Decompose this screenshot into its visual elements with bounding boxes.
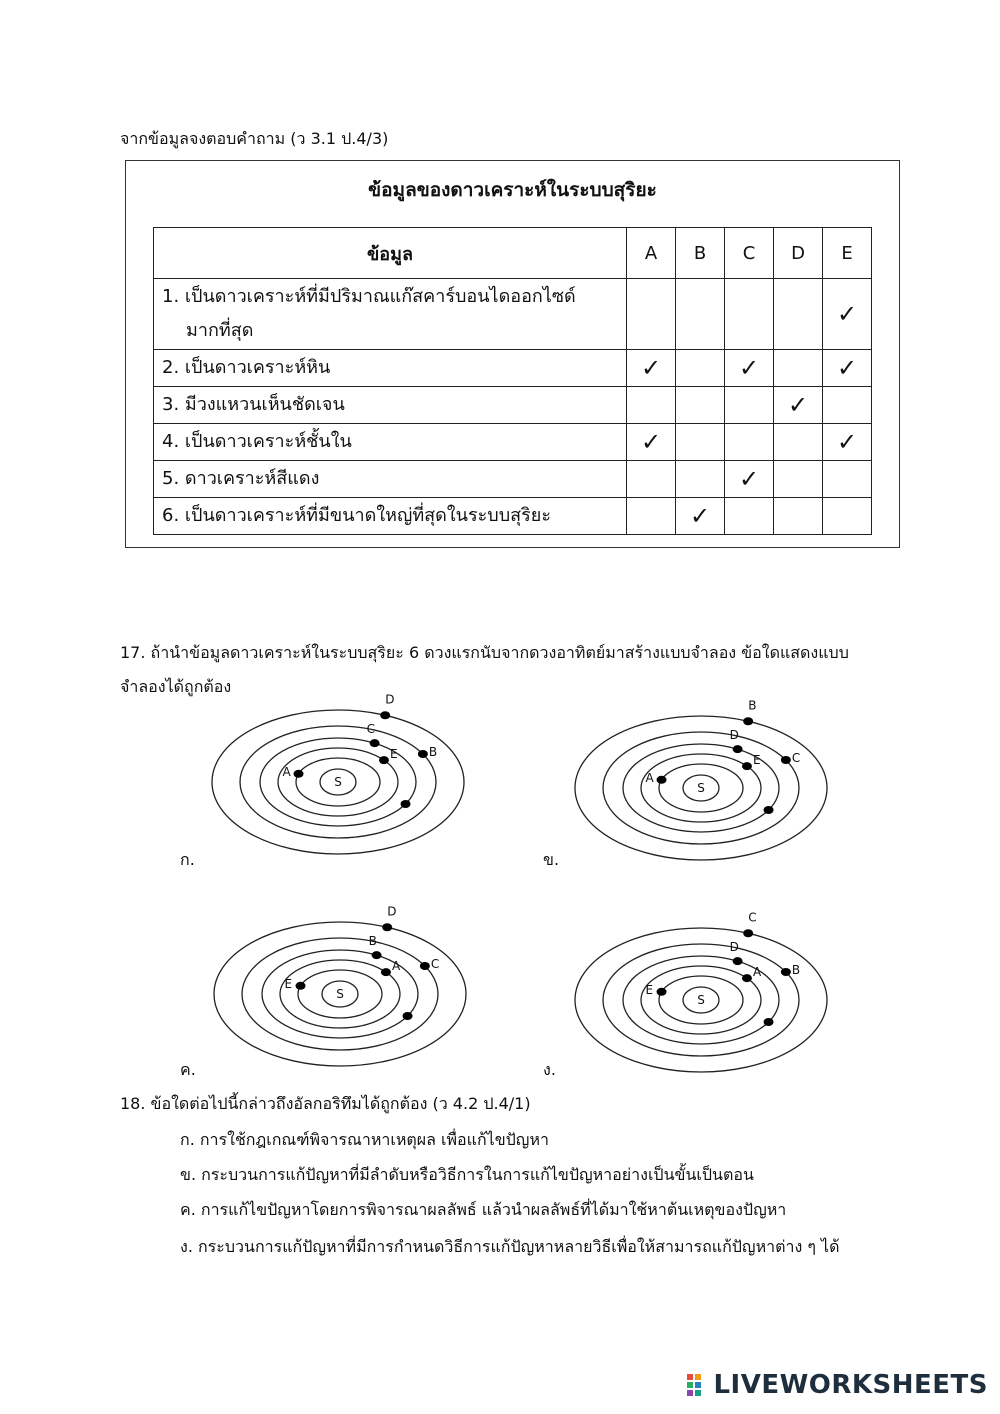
planet-label: C (430, 957, 440, 971)
row-text: 5. ดาวเคราะห์สีแดง (162, 468, 320, 489)
orbit-diagram-4[interactable] (568, 910, 828, 1078)
planet-dot (372, 951, 382, 959)
check-cell-e (823, 461, 872, 498)
planet-dot (379, 756, 389, 764)
planet-dot (742, 762, 752, 770)
orbit-diagram-1[interactable] (205, 692, 465, 860)
check-cell-e (823, 424, 872, 461)
q18-option-2[interactable]: ข. กระบวนการแก้ปัญหาที่มีลำดับหรือวิธีการในการแก้ไขปัญหาอย่างเป็นขั้นเป็นตอน (180, 1165, 754, 1184)
check-icon: ✓ (738, 354, 760, 382)
check-icon: ✓ (689, 502, 711, 530)
planet-label: E (389, 747, 398, 762)
check-cell-d (774, 350, 823, 387)
planet-dot (733, 957, 743, 965)
table-title: ข้อมูลของดาวเคราะห์ในระบบสุริยะ (368, 179, 657, 201)
row-text: 2. เป็นดาวเคราะห์หิน (162, 357, 331, 378)
check-cell-d (774, 387, 823, 424)
planet-dot (294, 770, 304, 778)
planet-info-box (125, 160, 900, 548)
planet-dot (657, 988, 667, 996)
planet-label: D (729, 728, 739, 743)
question-17: 17. ถ้านำข้อมูลดาวเคราะห์ในระบบสุริยะ 6 ดวงแรกนับจากดวงอาทิตย์มาสร้างแบบจำลอง ข้อใดแสดงแบบจำลองได้ถูกต้อง (120, 643, 849, 696)
check-cell-c (725, 461, 774, 498)
header-b: B (676, 228, 725, 279)
planet-dot (370, 739, 380, 747)
brand-logo (687, 1370, 988, 1400)
check-cell-a (627, 387, 676, 424)
check-cell-b (676, 279, 725, 350)
q18-option-4[interactable]: ง. กระบวนการแก้ปัญหาที่มีการกำหนดวิธีการแก้ปัญหาหลายวิธีเพื่อให้สามารถแก้ปัญหาต่าง ๆ ได้ (180, 1237, 840, 1256)
planet-label: E (752, 753, 761, 768)
header-info: ข้อมูล (154, 228, 627, 279)
check-cell-b (676, 387, 725, 424)
choice-label-4[interactable]: ง. (543, 1060, 556, 1079)
row-info (154, 498, 627, 535)
row-info (154, 279, 627, 350)
row-info (154, 424, 627, 461)
header-c: C (725, 228, 774, 279)
header-d: D (774, 228, 823, 279)
header-a: A (627, 228, 676, 279)
planet-label: A (752, 965, 762, 980)
planet-label: B (748, 698, 757, 713)
check-cell-e (823, 350, 872, 387)
planet-dot (764, 806, 774, 814)
check-cell-c (725, 498, 774, 535)
planet-dot (742, 974, 752, 982)
check-cell-e (823, 498, 872, 535)
check-cell-d (774, 498, 823, 535)
planet-dot (781, 968, 791, 976)
planet-label: D (729, 940, 739, 955)
check-icon: ✓ (738, 465, 760, 493)
planet-label: A (282, 764, 291, 779)
row-text-continued: มากที่สุด (186, 320, 254, 341)
check-cell-d (774, 461, 823, 498)
check-cell-a (627, 461, 676, 498)
row-text: 1. เป็นดาวเคราะห์ที่มีปริมาณแก๊สคาร์บอนไดออกไซด์ (162, 286, 576, 307)
row-text: 4. เป็นดาวเคราะห์ชั้นใน (162, 431, 352, 452)
planet-label: E (284, 976, 293, 991)
choice-label-3[interactable]: ค. (180, 1060, 196, 1079)
check-cell-c (725, 350, 774, 387)
header-e: E (823, 228, 872, 279)
table-row (154, 279, 872, 350)
check-icon: ✓ (640, 428, 662, 456)
planet-dot (380, 711, 390, 719)
check-icon: ✓ (640, 354, 662, 382)
table-row (154, 350, 872, 387)
planet-label: B (368, 934, 377, 949)
brand-name: LIVEWORKSHEETS (713, 1370, 988, 1400)
planet-dot (733, 745, 743, 753)
planet-dot (403, 1012, 413, 1020)
planet-dot (657, 776, 667, 784)
check-icon: ✓ (836, 428, 858, 456)
check-cell-c (725, 279, 774, 350)
planet-label: B (428, 745, 438, 759)
planet-dot (420, 962, 430, 970)
sun-label: S (697, 781, 705, 795)
row-info (154, 350, 627, 387)
sun-label: S (334, 775, 342, 789)
check-cell-a (627, 279, 676, 350)
choice-label-1[interactable]: ก. (180, 850, 195, 869)
orbit-diagram-2[interactable] (568, 698, 828, 866)
check-icon: ✓ (836, 354, 858, 382)
check-icon: ✓ (836, 300, 858, 328)
q18-option-1[interactable]: ก. การใช้กฎเกณฑ์พิจารณาหาเหตุผล เพื่อแก้ไขปัญหา (180, 1130, 549, 1149)
q18-option-3[interactable]: ค. การแก้ไขปัญหาโดยการพิจารณาผลลัพธ์ แล้วนำผลลัพธ์ที่ได้มาใช้หาต้นเหตุของปัญหา (180, 1200, 787, 1219)
planet-label: C (791, 751, 801, 765)
sun-label: S (697, 993, 705, 1007)
orbit-diagram-3[interactable] (207, 904, 467, 1072)
planet-dot (743, 929, 753, 937)
sun-label: S (336, 987, 344, 1001)
planet-label: C (748, 910, 757, 925)
planet-dot (418, 750, 428, 758)
planet-label: B (791, 963, 801, 977)
check-cell-e (823, 279, 872, 350)
row-text: 6. เป็นดาวเคราะห์ที่มีขนาดใหญ่ที่สุดในระบบสุริยะ (162, 505, 552, 526)
check-cell-e (823, 387, 872, 424)
check-cell-a (627, 424, 676, 461)
check-cell-b (676, 424, 725, 461)
check-cell-c (725, 387, 774, 424)
check-cell-a (627, 350, 676, 387)
row-info (154, 387, 627, 424)
table-header-row (154, 228, 872, 279)
planet-label: E (645, 982, 654, 997)
planet-label: C (366, 722, 376, 737)
brand-mark-icon (687, 1372, 709, 1398)
row-info (154, 461, 627, 498)
planet-dot (743, 717, 753, 725)
check-cell-c (725, 424, 774, 461)
planet-dot (401, 800, 411, 808)
table-row (154, 498, 872, 535)
choice-label-2[interactable]: ข. (543, 850, 560, 869)
planet-label: A (391, 959, 401, 974)
planet-label: D (387, 904, 397, 919)
planet-dot (382, 923, 392, 931)
planet-dot (764, 1018, 774, 1026)
check-cell-d (774, 424, 823, 461)
planet-label: A (645, 770, 654, 785)
intro-text: จากข้อมูลจงตอบคำถาม (ว 3.1 ป.4/3) (120, 129, 389, 148)
planet-dot (296, 982, 306, 990)
check-cell-a (627, 498, 676, 535)
question-18: 18. ข้อใดต่อไปนี้กล่าวถึงอัลกอริทึมได้ถูกต้อง (ว 4.2 ป.4/1) (120, 1094, 531, 1113)
planet-dot (781, 756, 791, 764)
check-cell-d (774, 279, 823, 350)
table-row (154, 424, 872, 461)
check-icon: ✓ (787, 391, 809, 419)
table-row (154, 387, 872, 424)
planet-info-table (153, 227, 872, 535)
check-cell-b (676, 350, 725, 387)
row-text: 3. มีวงแหวนเห็นชัดเจน (162, 394, 345, 415)
planet-label: D (385, 692, 395, 707)
check-cell-b (676, 461, 725, 498)
planet-dot (381, 968, 391, 976)
check-cell-b (676, 498, 725, 535)
table-row (154, 461, 872, 498)
